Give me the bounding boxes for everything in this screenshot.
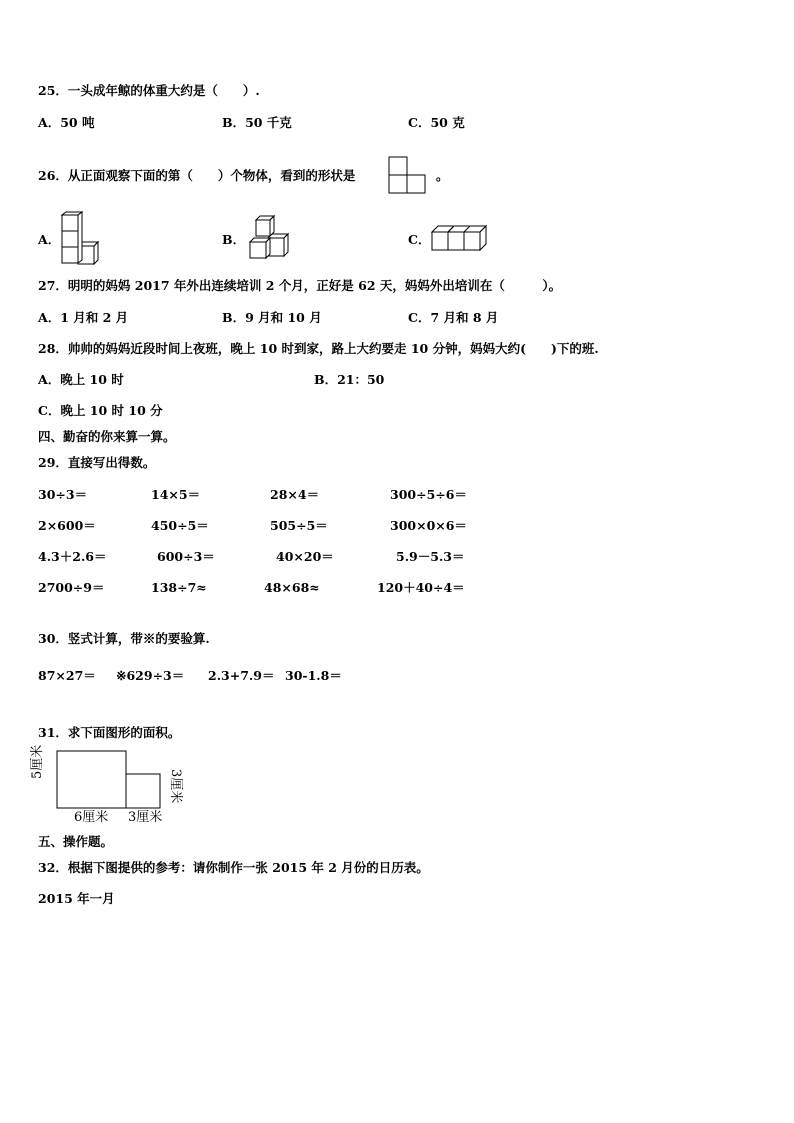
q26-question: 26．从正面观察下面的第（ ）个物体，看到的形状是 — [38, 168, 356, 183]
q26-option-b-cubes-figure — [246, 216, 292, 260]
q28-question: 28．帅帅的妈妈近段时间上夜班，晚上 10 时到家，路上大约要走 10 分钟，妈妈大约( )下的班. — [38, 341, 599, 356]
q26-question-end: 。 — [436, 168, 449, 183]
q29-item: 28×4＝ — [270, 487, 320, 502]
q31-label-bottom-right: 3厘米 — [128, 810, 163, 825]
q28-option-a: A．晚上 10 时 — [38, 372, 124, 387]
q29-item: 4.3＋2.6＝ — [38, 549, 107, 564]
q31-area-figure — [56, 750, 162, 810]
q25-option-b: B．50 千克 — [222, 115, 292, 130]
q27-question: 27．明明的妈妈 2017 年外出连续培训 2 个月，正好是 62 天，妈妈外出培训在（ ）。 — [38, 278, 562, 293]
q26-option-a-cubes-figure — [60, 212, 100, 266]
q29-item: 138÷7≈ — [151, 580, 207, 595]
q28-option-c: C．晚上 10 时 10 分 — [38, 403, 163, 418]
section-5-heading: 五、操作题。 — [38, 834, 114, 849]
q29-item: 600÷3＝ — [157, 549, 215, 564]
q29-item: 48×68≈ — [264, 580, 320, 595]
q30-item: 87×27＝ — [38, 668, 96, 683]
q29-item: 120＋40÷4＝ — [377, 580, 465, 595]
q32-question: 32．根据下图提供的参考：请你制作一张 2015 年 2 月份的日历表。 — [38, 860, 429, 875]
q30-item: ※629÷3＝ — [116, 668, 185, 683]
q26-front-view-figure — [388, 156, 428, 196]
q26-option-c: C． — [408, 232, 431, 247]
q30-question: 30．竖式计算，带※的要验算. — [38, 631, 210, 646]
q27-option-b: B．9 月和 10 月 — [222, 310, 322, 325]
q29-item: 30÷3＝ — [38, 487, 88, 502]
q29-item: 2×600＝ — [38, 518, 96, 533]
q27-option-a: A．1 月和 2 月 — [38, 310, 129, 325]
q25-option-a: A．50 吨 — [38, 115, 95, 130]
q29-item: 2700÷9＝ — [38, 580, 105, 595]
q28-option-b: B．21：50 — [314, 372, 385, 387]
q31-question: 31．求下面图形的面积。 — [38, 725, 181, 740]
q31-label-bottom-left: 6厘米 — [74, 810, 109, 825]
q30-item: 30-1.8＝ — [285, 668, 342, 683]
q25-question: 25．一头成年鲸的体重大约是（ ）. — [38, 83, 260, 98]
q26-option-a: A． — [38, 232, 61, 247]
q30-item: 2.3+7.9＝ — [208, 668, 275, 683]
q25-option-c: C．50 克 — [408, 115, 465, 130]
q32-caption: 2015 年一月 — [38, 891, 115, 906]
q29-item: 505÷5＝ — [270, 518, 328, 533]
q29-item: 300÷5÷6＝ — [390, 487, 467, 502]
q29-item: 450÷5＝ — [151, 518, 209, 533]
q29-item: 14×5＝ — [151, 487, 201, 502]
q31-label-right-height: 3厘米 — [168, 769, 183, 804]
q26-option-c-cubes-figure — [430, 224, 492, 252]
q31-label-left-height: 5厘米 — [30, 744, 45, 779]
q29-item: 300×0×6＝ — [390, 518, 467, 533]
section-4-heading: 四、勤奋的你来算一算。 — [38, 429, 176, 444]
q29-item: 5.9－5.3＝ — [396, 549, 465, 564]
q26-option-b: B． — [222, 232, 246, 247]
q29-question: 29．直接写出得数。 — [38, 455, 156, 470]
q27-option-c: C．7 月和 8 月 — [408, 310, 499, 325]
q29-item: 40×20＝ — [276, 549, 334, 564]
